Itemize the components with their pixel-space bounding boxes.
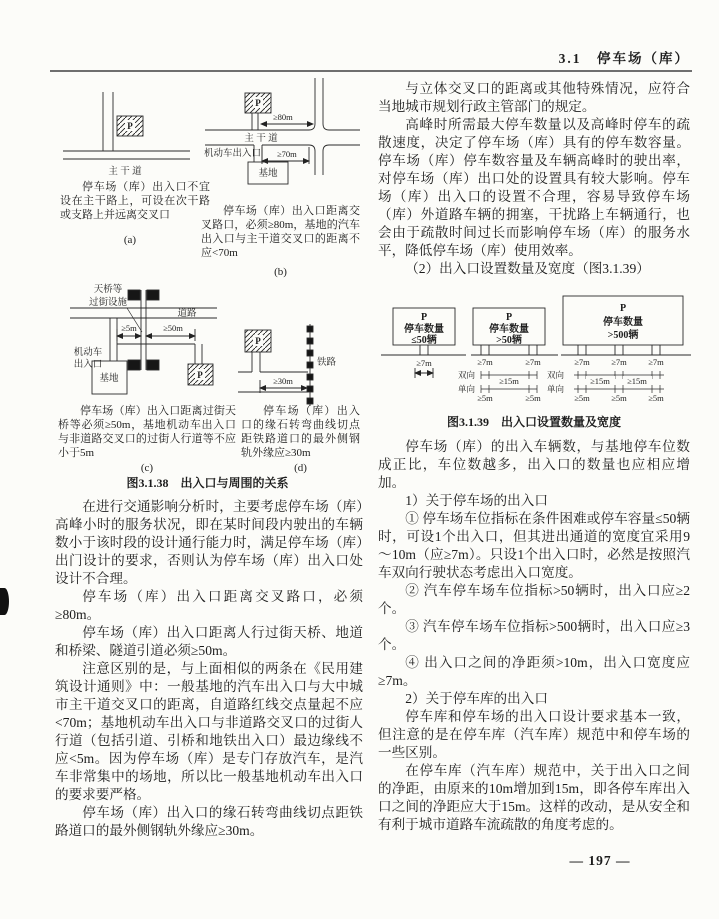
page-header-title: 3.1 停车场（库） [558,51,690,66]
page-number: — 197 — [569,853,631,868]
paragraph: 高峰时所需最大停车数量以及高峰时停车的疏散速度，决定了停车场（库）具有的停车数容量。停车场（库）停车数容量及车辆高峰时的驶出率，对停车场（库）出口处的设置具有较大影响。停车场（库）出入口的设置不合理，容易导致停车场（库）外道路车辆的拥塞，干扰路上车辆通行，也会由于疏散时间过长而影响停车场（库）的服务水平，降低停车场（库）使用效率。 [378,117,690,258]
paragraph: 2）关于停车库的出入口 [405,691,548,706]
paragraph: 停车库和停车场的出入口设计要求基本一致，但注意的是在停车库（汽车库）规范中和停车场的一些区别。 [378,709,690,760]
tag-d: (d) [294,462,307,474]
dim-15m: ≥15m [627,376,647,386]
one-way-label: 单向 [546,384,564,394]
left-column [55,78,363,840]
lot3-qty-value: >500辆 [607,330,639,341]
two-way-label: 双向 [546,370,564,380]
one-way-label: 单向 [457,384,475,394]
road-label-b: 主 干 道 [244,134,278,144]
lot3-p: P [619,303,627,314]
caption-d: 停车场（库）出入口的缘石转弯曲线切点距铁路道口的最外侧钢轨外缘应≥30m [241,405,360,459]
dim-7m: ≥7m [525,357,541,367]
bridge-label-2: 过街设施 [88,298,128,308]
figure-3-1-39-caption: 图3.1.39 出入口设置数量及宽度 [446,415,621,429]
caption-b: 停车场（库）出入口距离交叉路口，必须≥80m，基地的汽车出入口与主干道交叉口的距离不应<70m [201,205,360,259]
paragraph: ② 汽车停车场车位指标>50辆时，出入口应≥2个。 [378,583,690,616]
dim-30m: ≥30m [273,376,293,386]
base-label-c: 基地 [99,374,119,384]
road-label-c: 道路 [177,309,197,319]
lot-medium [458,308,558,403]
paragraph: 注意区别的是，与上面相似的两条在《民用建筑设计通则》中：一般基地的汽车出入口与大中城市主干道交叉口的距离，自道路红线交点量起不应<70m；基地机动车出入口与非道路交叉口的过街人行道（包括引道、引桥和地铁出入口）最边缘线不应<5m。因为停车场（库）是专门存放汽车，是汽车非常集中的场地，所以比一般基地机动车出入口的要求要严格。 [55,661,363,802]
caption-c: 停车场（库）出入口距离过街天桥等必须≥50m，基地机动车出入口与非道路交叉口的过街人行道等不应小于5m [58,405,236,459]
dim-70m: ≥70m [277,149,297,159]
paragraph: 1）关于停车场的出入口 [405,493,548,508]
tag-b: (b) [274,266,287,278]
figure-3-1-39-drawing [378,288,693,406]
lot1-qty-value: ≤50辆 [411,335,437,346]
paragraph: 停车场（库）出入口距离交叉路口，必须≥80m。 [55,589,363,622]
dim-7m: ≥7m [416,358,432,368]
paragraph: 与立体交叉口的距离或其他特殊情况，应符合当地城市规划行政主管部门的规定。 [378,81,690,114]
dim-5m: ≥5m [525,393,541,403]
entry-label-c2: 出入口 [73,360,103,370]
lot1-p: P [420,312,428,323]
header-rule [50,70,692,72]
lot2-qty-label: 停车数量 [489,324,529,335]
base-label-b: 基地 [258,169,278,179]
dim-7m: ≥7m [574,357,590,367]
paragraph: ① 停车场车位指标在条件困难或停车容量≤50辆时，可设1个出入口，但其进出通道的宽度宜采用9～10m（应≥7m）。只设1个出入口时，必然是按照汽车双向行驶状态考虑出入口宽度。 [378,511,690,580]
dim-50m: ≥50m [163,323,183,333]
p-label-b: P [255,98,261,108]
right-column [378,80,690,834]
dim-7m: ≥7m [477,357,493,367]
paragraph: 停车场（库）出入口的缘石转弯曲线切点距铁路道口的最外侧钢轨外缘应≥30m。 [55,805,363,838]
paragraph: ④ 出入口之间的净距须>10m，出入口宽度应≥7m。 [378,655,690,688]
dim-5m: ≥5m [574,393,590,403]
dim-15m: ≥15m [499,376,519,386]
figure-3-1-39 [378,288,690,430]
scan-artifact [0,588,9,615]
figure-3-1-38 [55,78,360,490]
dim-5m: ≥5m [477,393,493,403]
paragraph: 停车场（库）的出入车辆数，与基地停车位数成正比，车位数越多，出入口的数量也应相应增加。 [378,439,690,490]
caption-a: 停车场（库）出入口不宜设在主干路上，可设在次干路或支路上并远离交叉口 [60,181,210,221]
paragraph: 停车场（库）出入口距离人行过街天桥、地道和桥梁、隧道引道必须≥50m。 [55,625,363,658]
dim-5m: ≥5m [611,393,627,403]
lot-large [547,296,691,403]
rail-label: 铁路 [317,358,337,368]
entry-label-b: 机动车出入口 [204,149,262,159]
dim-7m: ≥7m [648,357,664,367]
diagram-a [63,92,190,177]
figure-3-1-38-caption: 图3.1.38 出入口与周围的关系 [126,476,289,490]
lot3-qty-label: 停车数量 [603,317,643,328]
tag-c: (c) [140,462,154,474]
road-label-a: 主 干 道 [108,167,142,177]
lot2-qty-value: >50辆 [496,335,522,346]
two-way-label: 双向 [457,370,475,380]
p-label-a: P [127,121,133,131]
p-label-d: P [255,336,261,346]
dim-5m: ≥5m [648,393,664,403]
paragraph: 在停车库（汽车库）规范中，关于出入口之间的净距，由原来的10m增加到15m，即各停车库出入口之间的净距应大于15m。这样的改动，是从安全和有利于城市道路车流疏散的角度考虑的。 [378,763,690,832]
diagram-b [204,78,360,184]
dim-15m: ≥15m [590,376,610,386]
dim-7m: ≥7m [611,357,627,367]
entry-label-c1: 机动车 [73,348,103,358]
paragraph: ③ 汽车停车场车位指标>500辆时，出入口应≥3个。 [378,619,690,652]
lot1-qty-label: 停车数量 [404,324,444,335]
diagram-d [238,324,337,406]
dim-80m: ≥80m [273,112,293,122]
paragraph: 在进行交通影响分析时，主要考虑停车场（库）高峰小时的服务状况，即在某时间段内驶出的车辆数小于该时段的设计通行能力时，满足停车场（库）出门设计的要求，否则认为停车场（库）出入口处设计不合理。 [55,499,363,586]
lot2-p: P [505,312,513,323]
diagram-c [70,283,217,394]
tag-a: (a) [123,234,137,246]
dim-5m: ≥5m [121,323,137,333]
paragraph: （2）出入口设置数量及宽度（图3.1.39） [405,261,650,276]
p-label-c: P [197,370,203,380]
bridge-label-1: 天桥等 [93,285,123,295]
lot-small [381,308,466,378]
